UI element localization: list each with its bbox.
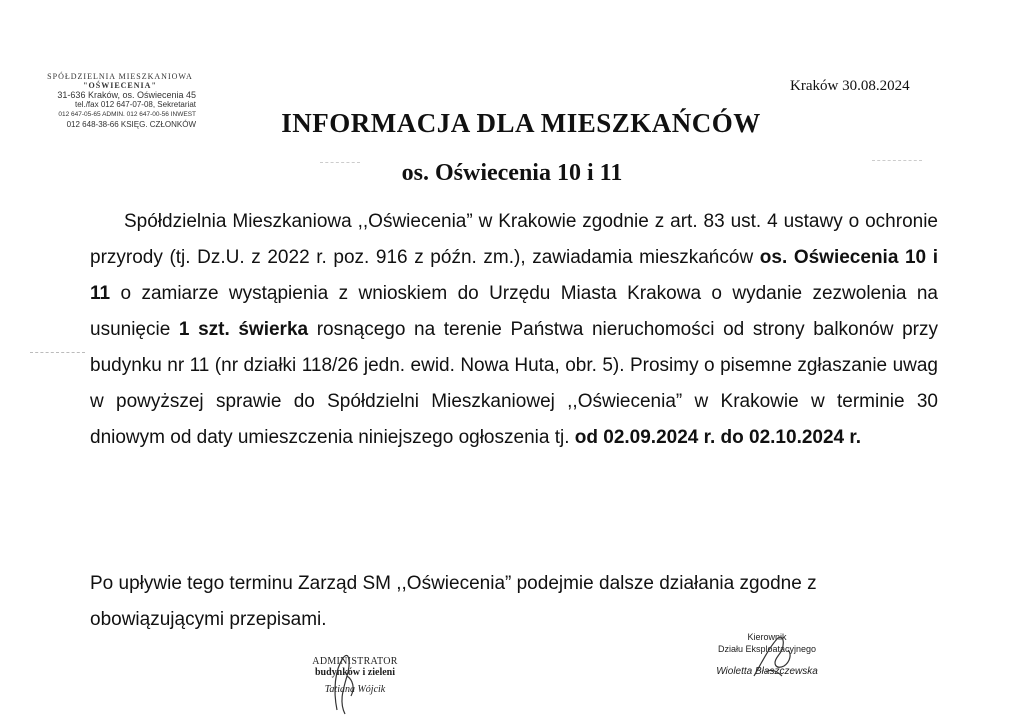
stamp-line-1: SPÓŁDZIELNIA MIESZKANIOWA	[47, 72, 193, 81]
handwritten-signature-icon	[325, 650, 365, 720]
body-bold-estate: os. Oświecenia 10 i 11	[90, 247, 939, 304]
stamp-address: 31-636 Kraków, os. Oświecenia 45	[57, 90, 196, 100]
stamp-phone-3: 012 648-38-66 KSIĘG. CZŁONKÓW	[66, 120, 196, 129]
body-bold-tree: 1 szt. świerka	[178, 319, 309, 340]
body-text-2: o zamiarze wystąpienia z wnioskiem do Urzędu Miasta Krakowa o wydanie zezwolenia na usunięcie	[90, 283, 938, 340]
document-subtitle: os. Oświecenia 10 i 11	[401, 160, 623, 186]
closing-paragraph: Po upływie tego terminu Zarząd SM ,,Oświecenia” podejmie dalsze działania zgodne z obowiązującymi przepisami.	[90, 573, 817, 630]
stamp-phone: tel./fax 012 647-07-08, Sekretariat	[75, 100, 196, 109]
document-title-text: INFORMACJA DLA MIESZKAŃCÓW	[281, 108, 761, 138]
notice-body	[90, 204, 938, 456]
body-text-3: rosnącego na terenie Państwa nieruchomości od strony balkonów przy budynku nr 11 (nr działki 118/26 jedn. ewid. Nowa Huta, obr. 5). Prosimy o pisemne zgłaszanie uwag w powyższej sprawie do Spółdzielni Mieszkaniowej ,,Oświecenia” w Krakowie w terminie 30 dniowym od daty umieszczenia niniejszego ogłoszenia tj.	[90, 319, 938, 448]
manager-name: Wioletta Błaszczewska	[716, 666, 818, 677]
signature-stamp-administrator	[305, 656, 405, 695]
signature-stamp-manager	[702, 632, 832, 677]
document-date: Kraków 30.08.2024	[790, 78, 910, 94]
administrator-name: Tatiana Wójcik	[324, 684, 386, 695]
manager-title: Kierownik	[747, 632, 787, 642]
scan-artifact-line	[320, 162, 360, 163]
administrator-subtitle: budynków i zieleni	[314, 667, 396, 678]
document-title	[0, 108, 1024, 139]
stamp-phone-2: 012 647-05-65 ADMIN. 012 647-00-56 INWEST	[58, 111, 196, 118]
stamp-line-2: "OŚWIECENIA"	[83, 81, 157, 90]
handwritten-signature-icon	[748, 632, 798, 682]
manager-subtitle: Działu Eksploatacyjnego	[717, 644, 817, 654]
scan-artifact-line	[872, 160, 922, 161]
administrator-title: ADMINISTRATOR	[312, 656, 398, 667]
body-bold-dates: od 02.09.2024 r. do 02.10.2024 r.	[574, 427, 862, 448]
body-text-1: Spółdzielnia Mieszkaniowa ,,Oświecenia” w Krakowie zgodnie z art. 83 ust. 4 ustawy o ochronie przyrody (tj. Dz.U. z 2022 r. poz. 916 z późn. zm.), zawiadamia mieszkańców	[90, 211, 938, 268]
scan-artifact-line	[30, 352, 85, 353]
